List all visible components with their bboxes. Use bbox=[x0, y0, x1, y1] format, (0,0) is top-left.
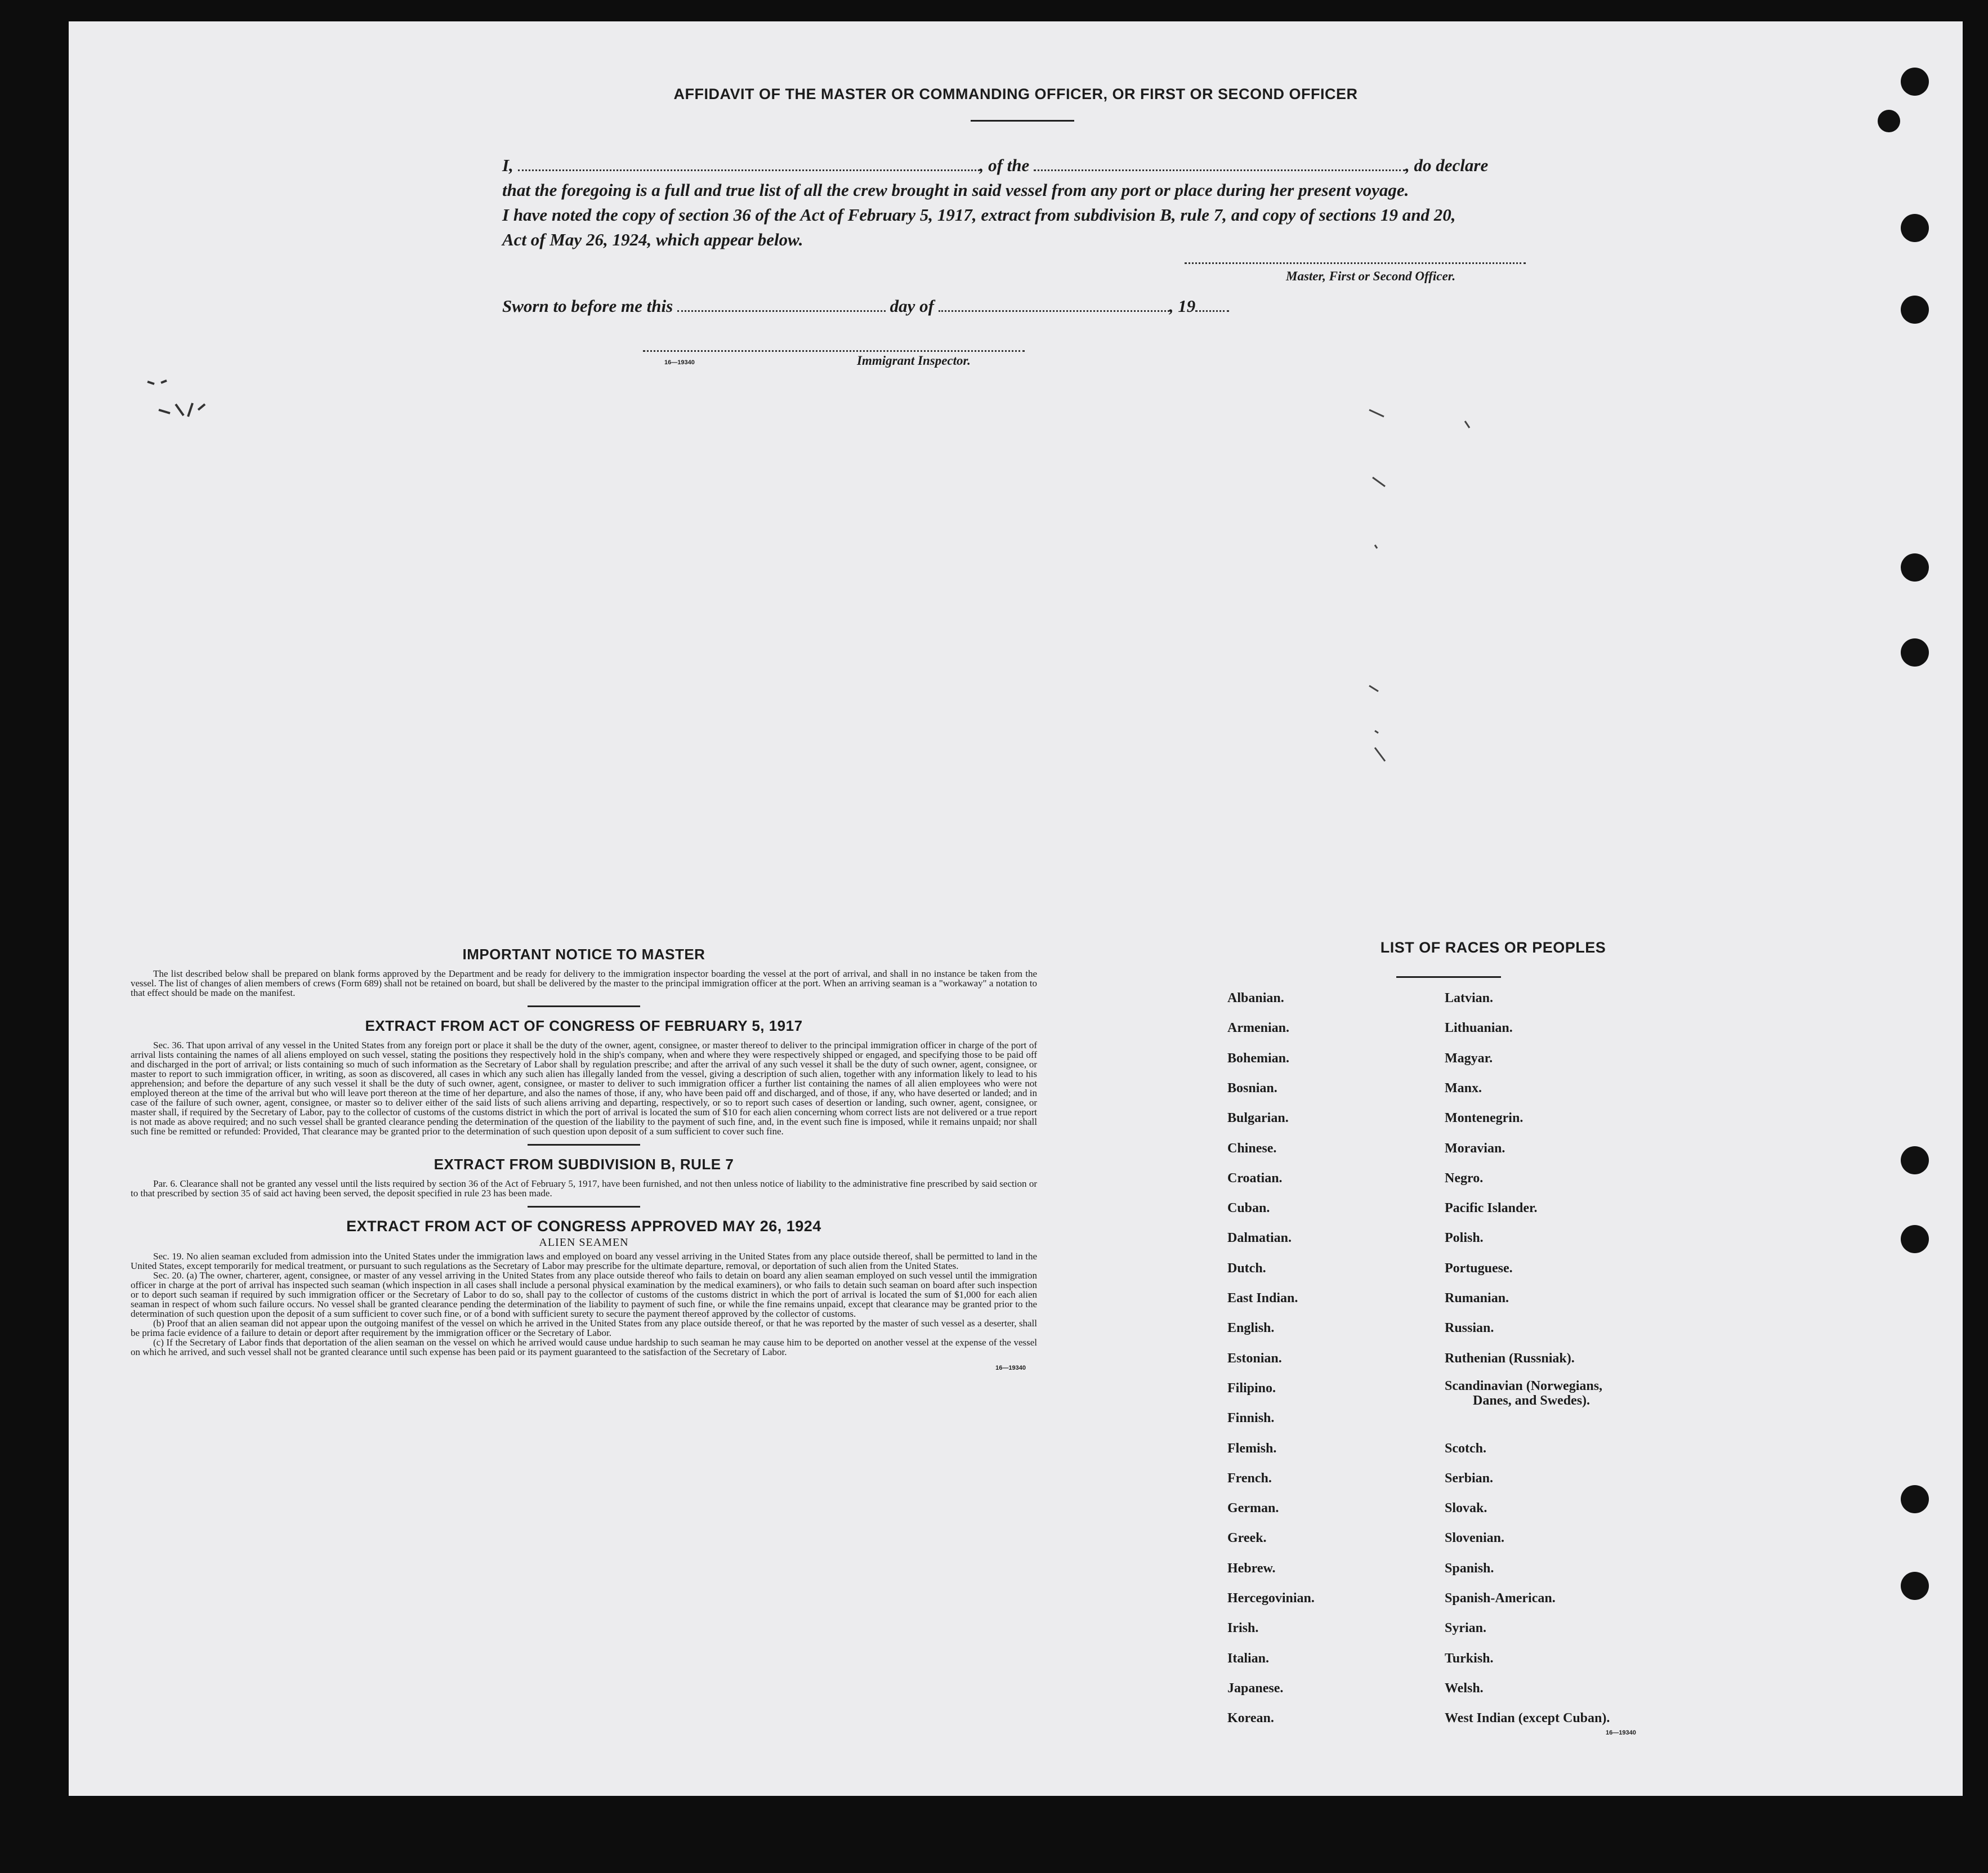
binder-hole bbox=[1901, 1485, 1929, 1513]
divider bbox=[528, 1144, 640, 1146]
race-item: Chinese. bbox=[1227, 1141, 1277, 1156]
binder-hole bbox=[1901, 68, 1929, 96]
race-item bbox=[1445, 1051, 1493, 1066]
notices-column bbox=[131, 946, 1037, 1371]
extract-1917-text: Sec. 36. That upon arrival of any vessel in the United States from any foreign port or place it shall be the duty of the owner, agent, consignee, or master thereof to deliver to the principal immigration officer in charge of the port of arrival lists containing the names of all aliens employed on such vessel, stating the positions they respectively hold in the ship's company, when and where they were respectively shipped or engaged, and specifying those to be paid off and discharged in the port of arrival; or lists containing so much of such information as the Secretary of Labor shall by regulation prescribe; and after the arrival of any such vessel it shall be the duty of such owner, agent, consignee, or master to report to such immigration officer, in writing, as soon as discovered, all cases in which any such alien has illegally landed from the vessel, giving a description of such alien, together with any information likely to lead to his apprehension; and before the departure of any such vessel it shall be the duty of such owner, agent, consignee, or master to deliver to such immigration officer a further list containing the names of all alien employees who were not employed thereon at the time of the arrival but who will leave port thereon at the time of her departure, and also the names of those, if any, who have been paid off and discharged, and of those, if any, who have deserted or landed; and in case of the failure of such owner, agent, consignee, or master so to deliver either of the said lists of such aliens arriving and departing, respectively, or so to report such cases of desertion or landing, such owner, agent, consignee, or master shall, if required by the Secretary of Labor, pay to the collector of customs of the customs district in which the port of arrival is located the sum of $10 for each alien concerning whom correct lists are not delivered or a true report is not made as above required; and no such vessel shall be granted clearance pending the determination of the question of the liability to the payment of such fine, and, in the event such fine is imposed, while it remains unpaid; nor shall such fine be remitted or refunded: Provided, That clearance may be granted prior to the determination of such question upon deposit of a sum sufficient to cover such fine. bbox=[131, 1040, 1037, 1137]
race-item-label: Portuguese. bbox=[1445, 1261, 1513, 1276]
race-item: Bulgarian. bbox=[1227, 1111, 1289, 1125]
sworn-line bbox=[502, 294, 1403, 319]
race-item: Greek. bbox=[1227, 1531, 1267, 1545]
race-item: Albanian. bbox=[1227, 991, 1284, 1005]
race-item: Italian. bbox=[1227, 1651, 1270, 1666]
extract-1924-title: EXTRACT FROM ACT OF CONGRESS APPROVED MAY 26, 1924 bbox=[346, 1218, 821, 1235]
extract-1917-title: EXTRACT FROM ACT OF CONGRESS OF FEBRUARY 5, 1917 bbox=[365, 1017, 803, 1034]
races-title-rule bbox=[1396, 976, 1501, 978]
affidavit-form-number: 16—19340 bbox=[664, 359, 695, 366]
race-item bbox=[1445, 1471, 1493, 1486]
race-item bbox=[1445, 991, 1493, 1006]
race-item-label: Slovenian. bbox=[1445, 1531, 1505, 1545]
race-item-label: Negro. bbox=[1445, 1171, 1484, 1186]
race-item: Cuban. bbox=[1227, 1201, 1270, 1215]
races-title: LIST OF RACES OR PEOPLES bbox=[1380, 939, 1606, 956]
sworn-month-field[interactable] bbox=[939, 298, 1169, 312]
divider bbox=[528, 1005, 640, 1007]
binder-hole bbox=[1901, 1225, 1929, 1253]
race-item: German. bbox=[1227, 1501, 1279, 1516]
race-item-label: Serbian. bbox=[1445, 1471, 1494, 1486]
race-item-label: Pacific Islander. bbox=[1445, 1201, 1538, 1215]
race-item-label: Spanish-American. bbox=[1445, 1591, 1556, 1606]
line1-end: , do declare bbox=[1405, 155, 1489, 175]
binder-hole bbox=[1901, 296, 1929, 324]
affidavit-line-4: Act of May 26, 1924, which appear below. bbox=[502, 230, 803, 249]
race-item bbox=[1445, 1379, 1602, 1408]
rule7-text: Par. 6. Clearance shall not be granted any vessel until the lists required by section 36 of the Act of February 5, 1917, have been furnished, and not then unless notice of liability to the administrative fine prescribed by said section or to that prescribed by section 35 of said act having been served, the deposit specified in rule 23 has been made. bbox=[131, 1178, 1037, 1199]
race-item bbox=[1445, 1141, 1505, 1156]
race-item bbox=[1445, 1591, 1556, 1606]
race-item bbox=[1445, 1201, 1537, 1216]
race-item: East Indian. bbox=[1227, 1291, 1298, 1306]
race-item bbox=[1445, 1111, 1523, 1126]
race-item: Flemish. bbox=[1227, 1441, 1277, 1456]
race-item: English. bbox=[1227, 1321, 1275, 1335]
race-item bbox=[1445, 1021, 1513, 1036]
race-item-continuation: Danes, and Swedes). bbox=[1473, 1393, 1591, 1408]
race-item-label: Moravian. bbox=[1445, 1141, 1505, 1156]
affidavit-line-2: that the foregoing is a full and true list of all the crew brought in said vessel from any port or place during her present voyage. bbox=[502, 180, 1409, 200]
race-item-label: Slovak. bbox=[1445, 1501, 1487, 1516]
extract-form-number: 16—19340 bbox=[995, 1365, 1026, 1371]
race-item-label: Russian. bbox=[1445, 1321, 1494, 1335]
sworn-year: , 19 bbox=[1169, 296, 1196, 316]
race-item: Bosnian. bbox=[1227, 1081, 1277, 1096]
sworn-prefix: Sworn to before me this bbox=[502, 296, 673, 316]
sec20a-text: Sec. 20. (a) The owner, charterer, agent, consignee, or master of any vessel arriving in the United States from any place outside thereof who fails to detain on board any alien seaman employed on such vessel until the immigration officer in charge at the port of arrival has inspected such seaman (which inspection in all cases shall include a personal physical examination by the medical examiners), or who fails to detain such seaman on board after such inspection or to deport such seaman if required by such immigration officer or the Secretary of Labor to do so, shall pay to the collector of customs of the customs district in which the port of arrival is located the sum of $1,000 for each alien seaman in respect of whom such failure occurs. No vessel shall be granted clearance pending the determination of the liability to payment of such fine, or while the fine remains unpaid, except that clearance may be granted prior to the determination of such question upon the deposit of a sum sufficient to cover such fine, or of a bond with sufficient surety to secure the payment thereof approved by the collector of customs. bbox=[131, 1270, 1037, 1319]
master-signature-label: Master, First or Second Officer. bbox=[1286, 269, 1456, 283]
race-item: Irish. bbox=[1227, 1621, 1259, 1635]
race-item-label: Montenegrin. bbox=[1445, 1111, 1524, 1125]
binder-hole bbox=[1901, 1146, 1929, 1174]
sec20c-text: (c) If the Secretary of Labor finds that deportation of the alien seaman on the vessel on which he arrived would cause undue hardship to such seaman he may cause him to be deported on another vessel at the expense of the vessel on which he arrived, and such vessel shall not be granted clearance until such expense has been paid or its payment guaranteed to the satisfaction of the Secretary of Labor. bbox=[131, 1337, 1037, 1357]
race-item bbox=[1445, 1231, 1484, 1246]
race-item bbox=[1445, 1291, 1509, 1306]
race-item-label: Spanish. bbox=[1445, 1561, 1494, 1576]
race-item bbox=[1445, 1171, 1483, 1186]
binder-hole bbox=[1901, 214, 1929, 242]
race-item-label: Rumanian. bbox=[1445, 1291, 1509, 1306]
race-item bbox=[1445, 1501, 1487, 1516]
race-item: Dutch. bbox=[1227, 1261, 1266, 1276]
race-item: Japanese. bbox=[1227, 1681, 1284, 1696]
race-item bbox=[1445, 1261, 1513, 1276]
race-item-label: Welsh. bbox=[1445, 1681, 1484, 1696]
race-item-label: Lithuanian. bbox=[1445, 1021, 1513, 1035]
notice-text: The list described below shall be prepared on blank forms approved by the Department and be ready for delivery to the immigration inspector boarding the vessel at the port of arrival, and shall in no instance be taken from the vessel. The list of changes of alien members of crews (Form 689) shall not be retained on board, but shall be delivered by the master to the principal immigration officer at the port. When an arriving seaman is a "workaway" a notation to that effect should be made on the manifest. bbox=[131, 968, 1037, 998]
race-item-label: Latvian. bbox=[1445, 991, 1494, 1005]
form-sheet bbox=[69, 21, 1963, 1796]
races-form-number: 16—19340 bbox=[1606, 1729, 1636, 1736]
inspector-signature-line[interactable] bbox=[643, 350, 1025, 352]
sworn-day-field[interactable] bbox=[677, 298, 886, 312]
binder-hole bbox=[1901, 553, 1929, 582]
race-item bbox=[1445, 1621, 1486, 1636]
race-item bbox=[1445, 1351, 1575, 1366]
affidavit-line-1 bbox=[502, 153, 1617, 178]
race-item bbox=[1445, 1531, 1504, 1546]
race-item bbox=[1445, 1081, 1482, 1096]
race-item-label: Turkish. bbox=[1445, 1651, 1494, 1666]
alien-seamen-subtitle: ALIEN SEAMEN bbox=[539, 1236, 629, 1249]
race-item-label: Scandinavian (Norwegians, bbox=[1445, 1379, 1603, 1393]
race-item: Estonian. bbox=[1227, 1351, 1282, 1366]
divider bbox=[528, 1206, 640, 1208]
rule7-title: EXTRACT FROM SUBDIVISION B, RULE 7 bbox=[434, 1156, 734, 1173]
line1-i: I, bbox=[502, 155, 513, 175]
race-item-label: Magyar. bbox=[1445, 1051, 1493, 1066]
scan-marks-right bbox=[1352, 393, 1566, 821]
scan-marks-left bbox=[142, 348, 232, 427]
title-rule bbox=[971, 120, 1074, 122]
race-item bbox=[1445, 1561, 1494, 1576]
race-item: Korean. bbox=[1227, 1711, 1274, 1726]
vessel-field[interactable] bbox=[1034, 157, 1405, 171]
race-item bbox=[1445, 1321, 1494, 1336]
master-signature-line[interactable] bbox=[1185, 262, 1526, 264]
race-item: French. bbox=[1227, 1471, 1272, 1486]
name-field[interactable] bbox=[518, 157, 980, 171]
line1-of: , of the bbox=[979, 155, 1030, 175]
race-item: Bohemian. bbox=[1227, 1051, 1290, 1066]
race-item: Finnish. bbox=[1227, 1411, 1275, 1425]
sworn-day-of: day of bbox=[890, 296, 934, 316]
binder-hole bbox=[1901, 1572, 1929, 1600]
race-item-label: West Indian (except Cuban). bbox=[1445, 1711, 1610, 1726]
sworn-year-field[interactable] bbox=[1195, 298, 1229, 312]
inspector-label: Immigrant Inspector. bbox=[857, 354, 971, 368]
race-item-label: Polish. bbox=[1445, 1231, 1484, 1245]
race-item bbox=[1445, 1441, 1486, 1456]
binder-hole bbox=[1901, 638, 1929, 667]
race-item-label: Ruthenian (Russniak). bbox=[1445, 1351, 1575, 1366]
race-item bbox=[1445, 1681, 1484, 1696]
sec19-text: Sec. 19. No alien seaman excluded from admission into the United States under the immigration laws and employed on board any vessel arriving in the United States from any place outside thereof, shall be permitted to land in the United States, except temporarily for medical treatment, or pursuant to such regulations as the Secretary of Labor may prescribe for the ultimate departure, removal, or deportation of such alien from the United States. bbox=[131, 1251, 1037, 1271]
race-item bbox=[1445, 1711, 1610, 1726]
notice-title: IMPORTANT NOTICE TO MASTER bbox=[462, 946, 705, 963]
binder-hole bbox=[1878, 110, 1900, 132]
race-item: Hercegovinian. bbox=[1227, 1591, 1315, 1606]
affidavit-line-3: I have noted the copy of section 36 of the Act of February 5, 1917, extract from subdivision B, rule 7, and copy of sections 19 and 20, bbox=[502, 205, 1456, 225]
affidavit-title: AFFIDAVIT OF THE MASTER OR COMMANDING OFFICER, OR FIRST OR SECOND OFFICER bbox=[673, 86, 1358, 102]
race-item-label: Syrian. bbox=[1445, 1621, 1487, 1635]
race-item: Filipino. bbox=[1227, 1381, 1276, 1396]
race-item: Dalmatian. bbox=[1227, 1231, 1292, 1245]
affidavit-body bbox=[502, 153, 1617, 252]
sec20b-text: (b) Proof that an alien seaman did not appear upon the outgoing manifest of the vessel on which he arrived in the United States from any place outside thereof, or that he was reported by the master of such vessel as a deserter, shall be prima facie evidence of a failure to detain or deport after requirement by the immigration officer or the Secretary of Labor. bbox=[131, 1318, 1037, 1338]
race-item: Croatian. bbox=[1227, 1171, 1283, 1186]
race-item-label: Scotch. bbox=[1445, 1441, 1486, 1456]
race-item: Hebrew. bbox=[1227, 1561, 1276, 1576]
race-item bbox=[1445, 1651, 1494, 1666]
race-item-label: Manx. bbox=[1445, 1081, 1482, 1096]
race-item: Armenian. bbox=[1227, 1021, 1289, 1035]
